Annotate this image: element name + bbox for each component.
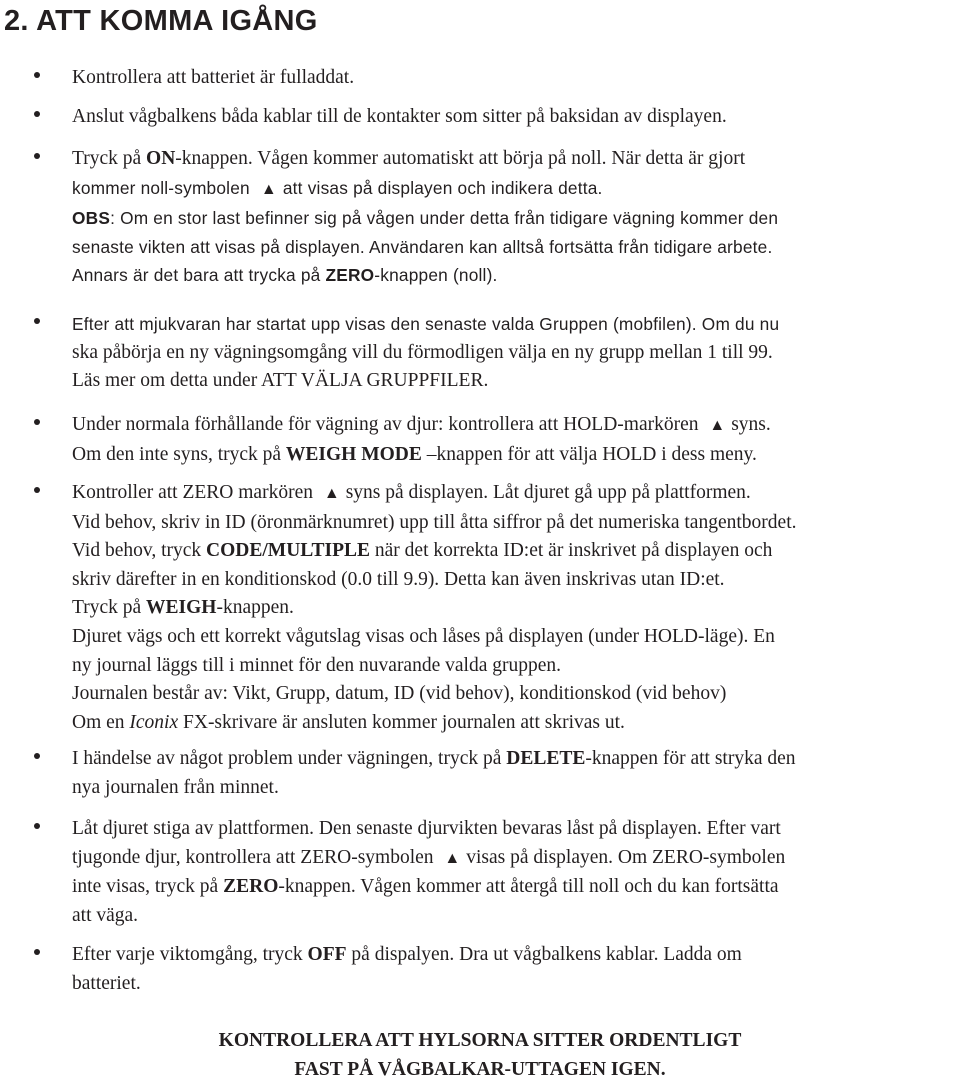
text-segment: nya journalen från minnet. — [72, 776, 279, 798]
list-item — [72, 479, 960, 737]
text-segment: Kontroller att ZERO markören — [72, 482, 318, 503]
text-segment: Efter att mjukvaran har startat upp visas den senaste valda Gruppen (mobfilen). Om du nu — [72, 314, 780, 334]
emphasis-text: ON — [146, 148, 176, 169]
bullet-icon — [34, 153, 40, 159]
text-segment: Vid behov, skriv in ID (öronmärknumret) upp till åtta siffror på det numeriska tangentbordet. — [72, 511, 797, 533]
text-segment: Anslut vågbalkens båda kablar till de kontakter som sitter på baksidan av displayen. — [72, 106, 727, 127]
text-segment: Låt djuret stiga av plattformen. Den senaste djurvikten bevaras låst på displayen. Efter vart — [72, 818, 781, 839]
text-line — [72, 411, 960, 441]
section-heading: 2. ATT KOMMA IGÅNG — [4, 5, 318, 37]
text-segment: kommer noll-symbolen — [72, 177, 255, 198]
text-line — [72, 594, 960, 623]
triangle-marker-icon: ▲ — [323, 485, 340, 502]
text-segment: syns. — [731, 414, 771, 435]
text-line — [72, 680, 960, 709]
bullet-icon — [34, 823, 40, 829]
warning-note — [0, 1026, 960, 1084]
warning-line-2: FAST PÅ VÅGBALKAR-UTTAGEN IGEN. — [294, 1059, 666, 1080]
text-segment: ska påbörja en ny vägningsomgång vill du förmodligen välja en ny grupp mellan 1 till 99. — [72, 341, 773, 363]
text-line — [72, 537, 960, 566]
text-segment: att visas på displayen och indikera detta. — [282, 177, 603, 198]
text-segment: -knappen. Vågen kommer att återgå till noll och du kan fortsätta — [278, 876, 779, 898]
text-segment: på dispalyen. Dra ut vågbalkens kablar. Ladda om — [346, 944, 742, 965]
text-line — [72, 204, 960, 233]
text-line — [72, 367, 960, 396]
emphasis-text: DELETE — [506, 748, 586, 769]
text-line — [72, 652, 960, 681]
bullet-icon — [34, 318, 40, 324]
text-segment: Vid behov, tryck — [72, 540, 207, 562]
text-segment: när det korrekta ID:et är inskrivet på displayen och — [370, 540, 773, 562]
list-item — [72, 941, 960, 998]
text-segment: : Om en stor last befinner sig på vågen under detta från tidigare vägning kommer den — [110, 208, 779, 229]
bullet-icon — [34, 72, 40, 78]
triangle-marker-icon: ▲ — [260, 180, 277, 198]
list-item — [72, 103, 960, 132]
text-line — [72, 815, 960, 844]
text-segment: Om den inte syns, tryck på — [72, 443, 286, 465]
text-segment: I händelse av något problem under vägningen, tryck på — [72, 748, 507, 769]
text-segment: -knappen för att stryka den — [585, 748, 796, 769]
text-line — [72, 941, 960, 970]
text-line — [72, 145, 960, 174]
emphasis-text: ZERO — [325, 265, 375, 286]
text-line — [72, 873, 960, 902]
triangle-marker-icon: ▲ — [709, 417, 726, 434]
text-line — [72, 261, 960, 290]
text-segment: -knappen. — [216, 597, 294, 619]
emphasis-text: WEIGH MODE — [285, 443, 422, 465]
list-item — [72, 745, 960, 802]
text-line — [72, 709, 960, 738]
emphasis-text: OFF — [307, 944, 347, 965]
text-line — [72, 64, 960, 93]
emphasis-text: ZERO — [223, 876, 279, 898]
text-segment: Under normala förhållande för vägning av djur: kontrollera att HOLD-markören — [72, 414, 704, 435]
text-segment: Iconix — [129, 711, 179, 733]
bullet-icon — [34, 753, 40, 759]
text-segment: -knappen. Vågen kommer automatiskt att börja på noll. När detta är gjort — [175, 148, 746, 169]
text-segment: Om en — [72, 711, 130, 733]
text-segment: Efter varje viktomgång, tryck — [72, 944, 308, 965]
text-line — [72, 566, 960, 595]
text-line — [72, 844, 960, 874]
text-segment: ny journal läggs till i minnet för den nuvarande valda gruppen. — [72, 654, 561, 676]
text-segment: Djuret vägs och ett korrekt vågutslag visas och låses på displayen (under HOLD-läge). En — [72, 625, 775, 647]
text-line — [72, 479, 960, 509]
text-segment: Tryck på — [72, 597, 147, 619]
text-line — [72, 623, 960, 652]
text-line — [72, 745, 960, 774]
text-segment: FX-skrivare är ansluten kommer journalen att skrivas ut. — [178, 711, 625, 733]
bullet-icon — [34, 949, 40, 955]
text-segment: tjugonde djur, kontrollera att ZERO-symbolen — [72, 846, 439, 868]
text-line — [72, 103, 960, 132]
text-segment: –knappen för att välja HOLD i dess meny. — [421, 443, 757, 465]
text-line — [72, 310, 960, 339]
emphasis-text: WEIGH — [146, 597, 217, 619]
text-segment: Läs mer om detta under ATT VÄLJA GRUPPFILER. — [72, 370, 489, 392]
list-item — [72, 411, 960, 469]
text-line — [72, 902, 960, 931]
emphasis-text: OBS — [72, 208, 111, 229]
list-item — [72, 815, 960, 930]
text-line — [72, 174, 960, 205]
text-line — [72, 339, 960, 368]
list-item — [72, 310, 960, 396]
text-segment: Annars är det bara att trycka på — [72, 265, 326, 286]
text-segment: att väga. — [72, 904, 139, 926]
bullet-icon — [34, 419, 40, 425]
bullet-icon — [34, 111, 40, 117]
bullet-icon — [34, 487, 40, 493]
text-segment: visas på displayen. Om ZERO-symbolen — [466, 846, 786, 868]
list-item — [72, 145, 960, 290]
text-segment: skriv därefter in en konditionskod (0.0 till 9.9). Detta kan även inskrivas utan ID:et. — [72, 568, 725, 590]
text-line — [72, 970, 960, 999]
text-line — [72, 509, 960, 538]
text-segment: batteriet. — [72, 972, 141, 994]
text-segment: Journalen består av: Vikt, Grupp, datum, ID (vid behov), konditionskod (vid behov) — [72, 683, 727, 705]
text-segment: -knappen (noll). — [374, 265, 498, 286]
text-segment: Tryck på — [72, 148, 147, 169]
text-segment: inte visas, tryck på — [72, 876, 224, 898]
warning-line-1: KONTROLLERA ATT HYLSORNA SITTER ORDENTLIGT — [218, 1030, 742, 1051]
text-line — [72, 233, 960, 262]
triangle-marker-icon: ▲ — [444, 849, 461, 867]
list-item — [72, 64, 960, 93]
text-line — [72, 774, 960, 803]
text-segment: syns på displayen. Låt djuret gå upp på plattformen. — [345, 482, 751, 503]
emphasis-text: CODE/MULTIPLE — [206, 540, 371, 562]
text-segment: Kontrollera att batteriet är fulladdat. — [72, 67, 355, 88]
text-line — [72, 441, 960, 470]
text-segment: senaste vikten att visas på displayen. Användaren kan alltså fortsätta från tidigare arbete. — [72, 236, 773, 257]
